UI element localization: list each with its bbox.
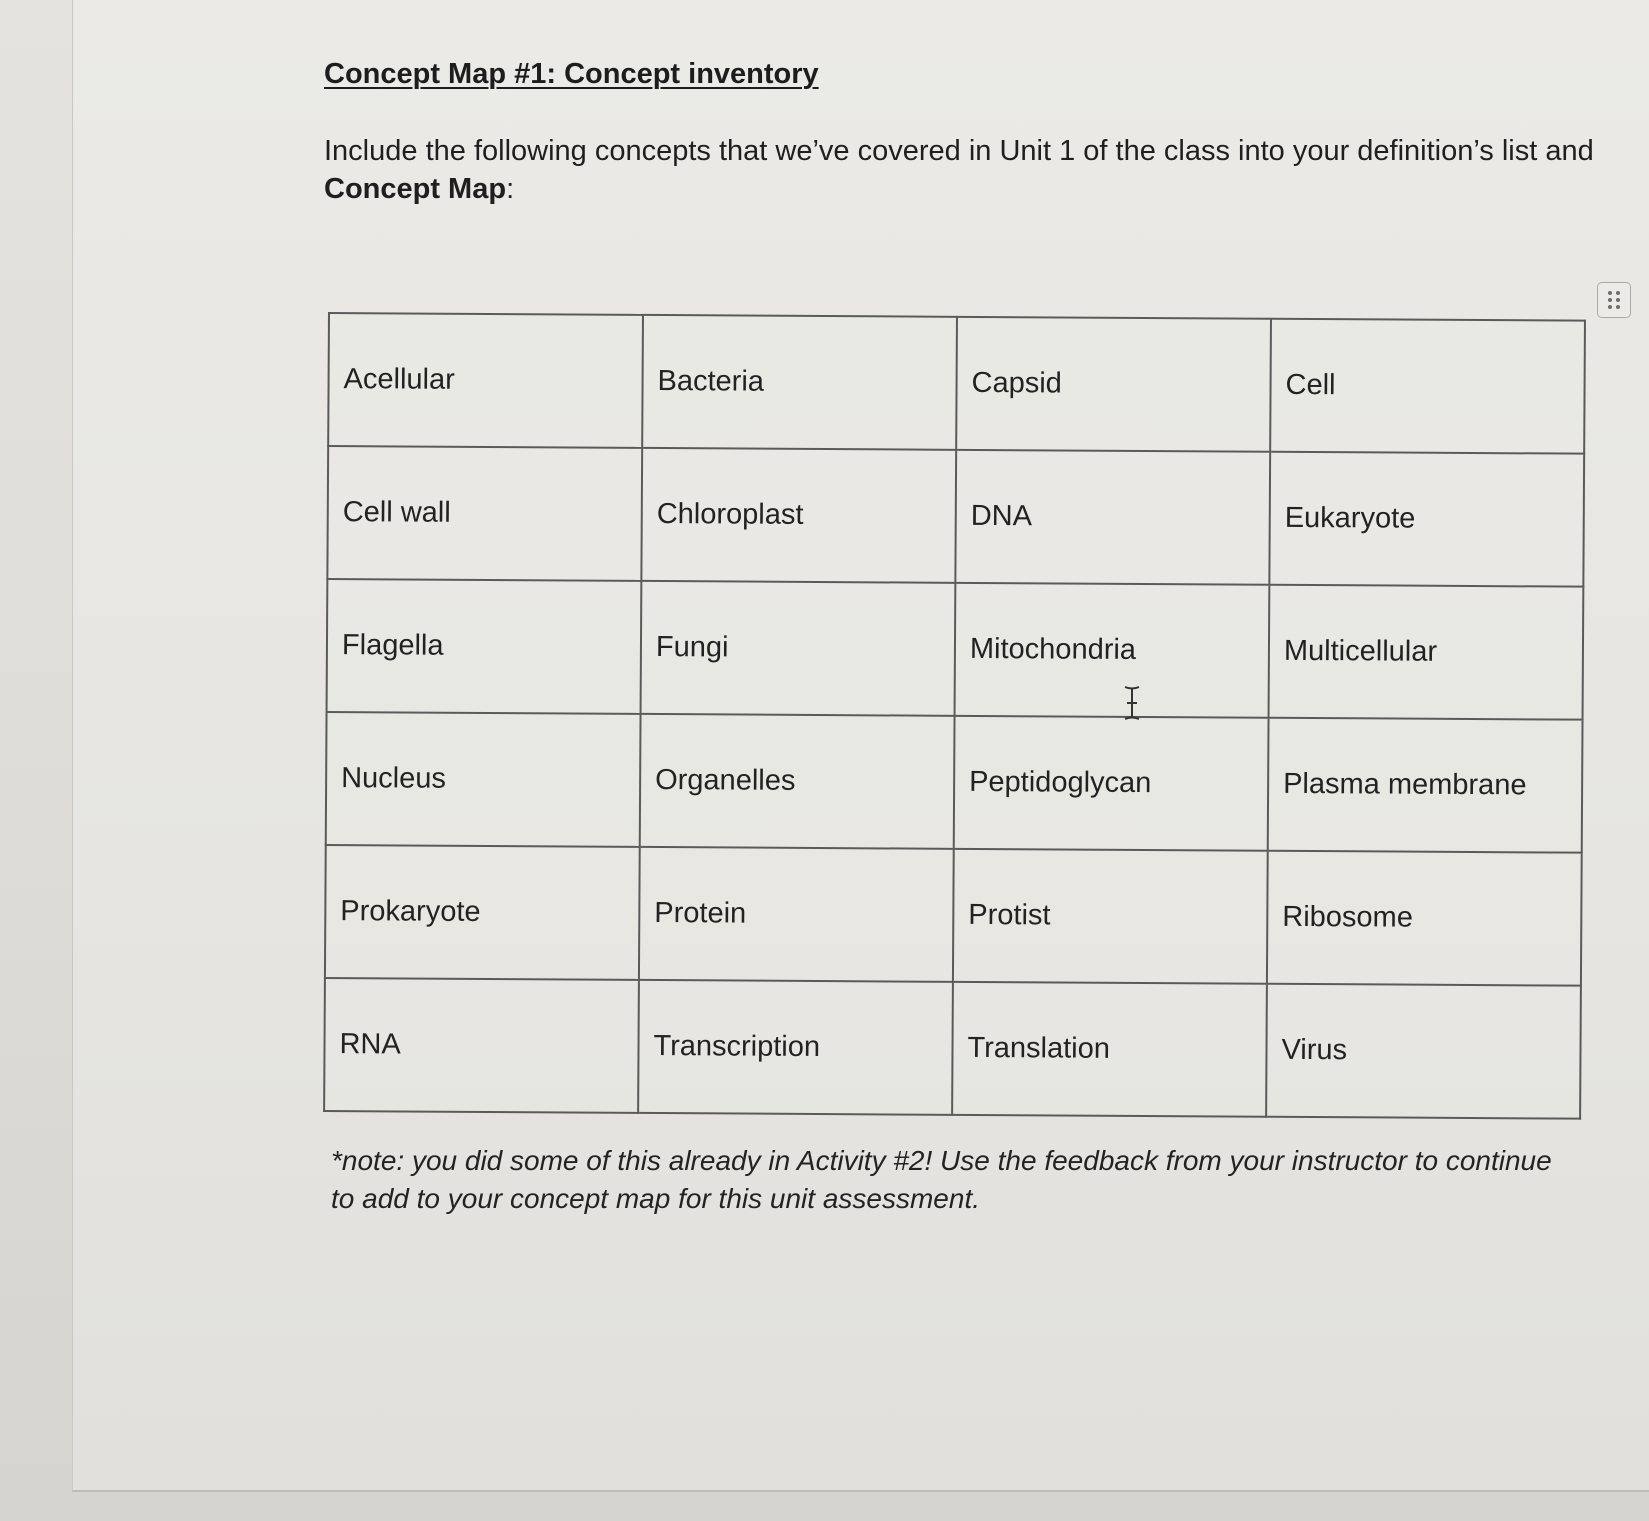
concept-cell[interactable]: Nucleus xyxy=(326,712,641,847)
intro-bold-term: Concept Map xyxy=(324,173,507,205)
concept-cell[interactable]: RNA xyxy=(324,978,639,1113)
table-row xyxy=(328,313,1585,454)
table-row xyxy=(326,712,1583,853)
table-row xyxy=(327,446,1584,587)
concept-cell[interactable]: Protein xyxy=(639,847,954,982)
concept-cell[interactable]: Ribosome xyxy=(1267,851,1582,986)
intro-paragraph xyxy=(324,132,1604,208)
concept-cell[interactable]: Plasma membrane xyxy=(1268,718,1583,853)
concept-cell[interactable]: Capsid xyxy=(956,317,1271,452)
table-row xyxy=(324,978,1581,1119)
table-row xyxy=(327,579,1584,720)
concept-cell[interactable]: Multicellular xyxy=(1269,585,1584,720)
concept-cell[interactable]: Organelles xyxy=(640,714,955,849)
concept-cell[interactable]: Transcription xyxy=(638,980,953,1115)
table-handle-button[interactable] xyxy=(1597,282,1631,318)
concept-cell[interactable]: Translation xyxy=(952,982,1267,1117)
text-cursor-icon xyxy=(1121,685,1143,721)
note-text: *note: you did some of this already in Activity #2! Use the feedback from your instructor to continue to add to your concept map for this unit assessment. xyxy=(331,1145,1552,1214)
drag-handle-icon xyxy=(1606,290,1622,310)
concept-table xyxy=(323,312,1586,1120)
intro-end: : xyxy=(506,173,515,205)
concept-cell[interactable]: Mitochondria xyxy=(955,583,1270,718)
table-row xyxy=(325,845,1582,986)
concept-cell[interactable]: Bacteria xyxy=(642,315,957,450)
concept-cell[interactable]: Acellular xyxy=(328,313,643,448)
page-title: Concept Map #1: Concept inventory xyxy=(324,58,819,90)
concept-cell[interactable]: Flagella xyxy=(327,579,642,714)
document-page xyxy=(72,0,1649,1492)
concept-cell[interactable]: Cell xyxy=(1270,319,1585,454)
concept-cell[interactable]: Protist xyxy=(953,849,1268,984)
concept-cell[interactable]: Fungi xyxy=(641,581,956,716)
concept-cell[interactable]: Cell wall xyxy=(327,446,642,581)
concept-cell[interactable]: Virus xyxy=(1266,984,1581,1119)
concept-cell[interactable]: Prokaryote xyxy=(325,845,640,980)
intro-text: Include the following concepts that we’ve covered in Unit 1 of the class into your definition’s list and xyxy=(324,135,1594,167)
concept-cell[interactable]: Peptidoglycan xyxy=(954,716,1269,851)
concept-cell[interactable]: Eukaryote xyxy=(1269,452,1584,587)
concept-cell[interactable]: DNA xyxy=(955,450,1270,585)
concept-cell[interactable]: Chloroplast xyxy=(641,448,956,583)
